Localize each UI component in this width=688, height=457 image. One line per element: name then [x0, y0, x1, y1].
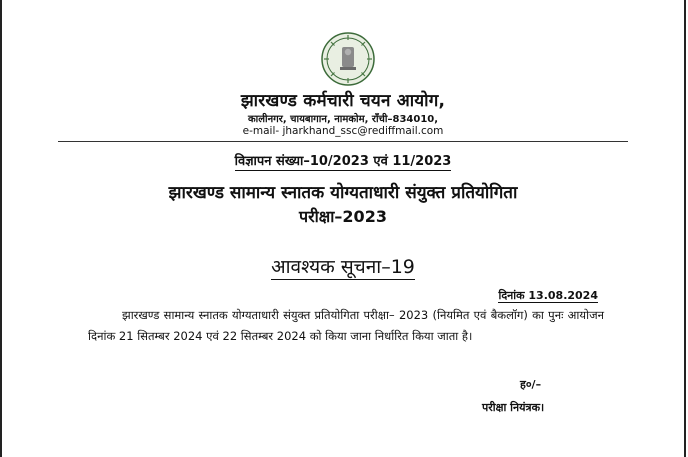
- notice-date: [498, 288, 598, 303]
- header-divider: [58, 141, 628, 142]
- notice-body: [88, 305, 604, 347]
- exam-title-line1: झारखण्ड सामान्य स्नातक योग्यताधारी संयुक्त प्रतियोगिता: [168, 183, 518, 203]
- signature-mark: ह०/–: [520, 378, 542, 391]
- notice-date-text: दिनांक 13.08.2024: [498, 289, 598, 302]
- organization-email: e-mail- jharkhand_ssc@rediffmail.com: [242, 125, 444, 137]
- organization-address: कालीनगर, चायबागान, नामकोम, राँची–834010,: [247, 114, 439, 125]
- advertisement-number: [2, 151, 684, 169]
- notice-heading-text: आवश्यक सूचना–19: [271, 256, 415, 278]
- organization-name: झारखण्ड कर्मचारी चयन आयोग,: [240, 91, 446, 111]
- jharkhand-emblem-icon: [321, 32, 375, 86]
- advertisement-number-text: विज्ञापन संख्या–10/2023 एवं 11/2023: [234, 154, 452, 169]
- notice-heading: [2, 253, 684, 279]
- exam-title-line2: परीक्षा–2023: [299, 207, 387, 226]
- notice-body-paragraph: झारखण्ड सामान्य स्नातक योग्यताधारी संयुक्त प्रतियोगिता परीक्षा– 2023 (नियमित एवं बैकलॉग) का पुनः आयोजन दिनांक 21 सितम्बर 2024 एवं 22 सितम्बर 2024 को किया जाना निर्धारित किया जाता है।: [88, 308, 604, 343]
- signature-designation: परीक्षा नियंत्रक।: [482, 401, 545, 414]
